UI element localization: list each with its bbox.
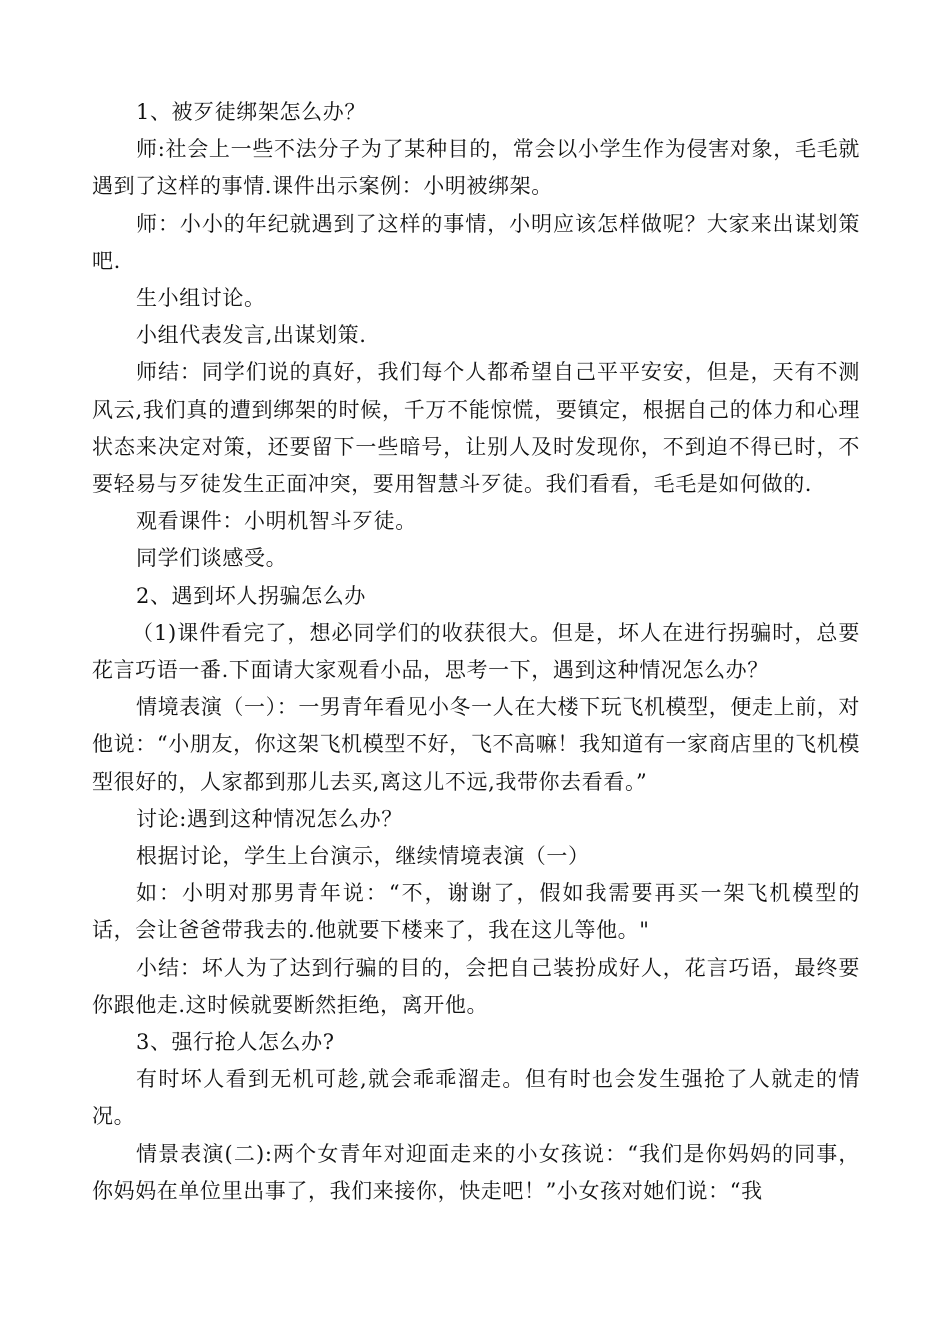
teacher-summary-paragraph: 师结：同学们说的真好，我们每个人都希望自己平平安安，但是，天有不测风云,我们真的遭到绑架的时候，千万不能惊慌，要镇定，根据自己的体力和心理状态来决定对策，还要留下一些暗号，让别人及时发现你，不到迫不得已时，不要轻易与歹徒发生正面冲突，要用智慧斗歹徒。我们看看，毛毛是如何做的. <box>92 360 860 497</box>
student-demo-line: 根据讨论，学生上台演示，继续情境表演（一） <box>136 844 590 869</box>
heading-kidnapping: 1、被歹徒绑架怎么办？ <box>136 100 366 124</box>
document-page <box>92 94 860 1210</box>
scene-two-paragraph: 情景表演(二):两个女青年对迎面走来的小女孩说：“我们是你妈妈的同事，你妈妈在单位里出事了，我们来接你，快走吧！”小女孩对她们说：“我 <box>92 1141 860 1203</box>
discussion-line: 讨论:遇到这种情况怎么办？ <box>136 806 403 831</box>
group-discussion-line: 生小组讨论。 <box>136 286 266 311</box>
heading-snatching: 3、强行抢人怎么办? <box>136 1030 335 1055</box>
teacher-question-paragraph: 师：小小的年纪就遇到了这样的事情，小明应该怎样做呢？大家来出谋划策吧. <box>92 211 860 273</box>
students-feelings-line: 同学们谈感受。 <box>136 546 288 571</box>
teacher-intro-paragraph: 师:社会上一些不法分子为了某种目的，常会以小学生作为侵害对象，毛毛就遇到了这样的事情.课件出示案例：小明被绑架。 <box>92 137 860 199</box>
scene-one-paragraph: 情境表演（一）：一男青年看见小冬一人在大楼下玩飞机模型，便走上前，对他说：“小朋友，你这架飞机模型不好，飞不高嘛！我知道有一家商店里的飞机模型很好的，人家都到那儿去买,离这儿不远,我带你去看看。” <box>92 695 860 794</box>
heading-abduction: 2、遇到坏人拐骗怎么办 <box>136 583 366 608</box>
group-representative-line: 小组代表发言,出谋划策. <box>136 323 367 348</box>
summary-paragraph: 小结：坏人为了达到行骗的目的，会把自己装扮成好人，花言巧语，最终要你跟他走.这时候就要断然拒绝，离开他。 <box>92 955 860 1017</box>
watch-courseware-line: 观看课件：小明机智斗歹徒。 <box>136 509 417 534</box>
skit-intro-paragraph: （1)课件看完了，想必同学们的收获很大。但是，坏人在进行拐骗时，总要花言巧语一番.下面请大家观看小品，思考一下，遇到这种情况怎么办？ <box>92 620 860 683</box>
example-response-paragraph: 如：小明对那男青年说：“不，谢谢了，假如我需要再买一架飞机模型的话，会让爸爸带我去的.他就要下楼来了，我在这儿等他。" <box>92 881 860 943</box>
snatching-intro-paragraph: 有时坏人看到无机可趁,就会乖乖溜走。但有时也会发生强抢了人就走的情况。 <box>92 1067 860 1129</box>
